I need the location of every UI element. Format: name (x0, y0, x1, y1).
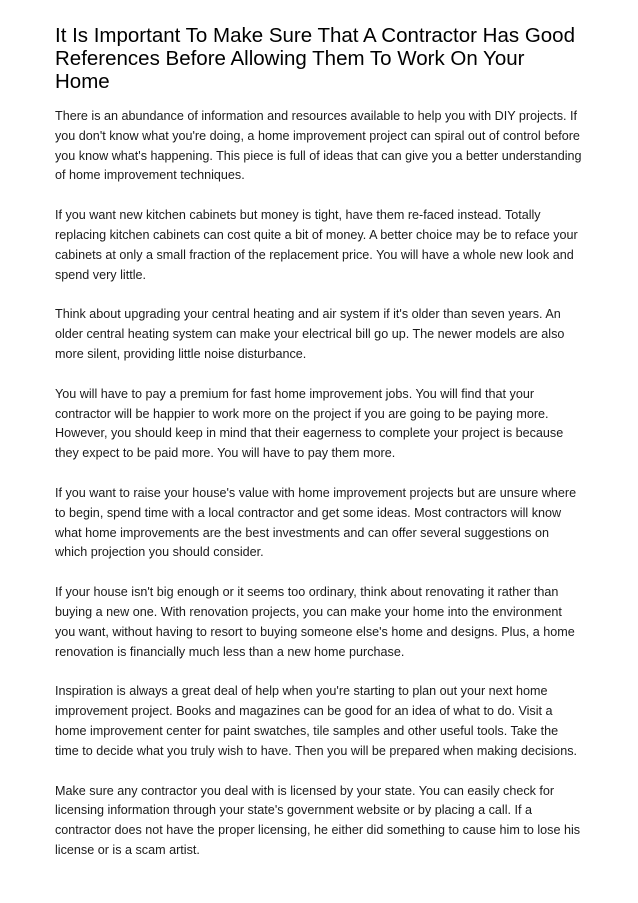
page-title: It Is Important To Make Sure That A Contractor Has Good References Before Allowing Them To Work On Your Home (55, 24, 575, 93)
paragraph-house-value: If you want to raise your house's value with home improvement projects but are unsure where to begin, spend time with a local contractor and get some ideas. Most contractors will know what home improvements are the best investments and can offer several suggestions on which projection you should consider. (55, 485, 577, 560)
paragraph-inspiration: Inspiration is always a great deal of help when you're starting to plan out your next home improvement project. Books and magazines can be good for an idea of what to do. Visit a home improvement center for paint swatches, tile samples and other useful tools. Take the time to decide what you truly wish to have. Then you will be prepared when making decisions. (55, 684, 577, 758)
paragraph-licensing: Make sure any contractor you deal with is licensed by your state. You can easily check for licensing information through your state's government website or by placing a call. If a contractor does not have the proper licensing, he either did something to cause him to lose his license or is a scam artist. (55, 783, 581, 857)
paragraph-intro: There is an abundance of information and resources available to help you with DIY projects. If you don't know what you're doing, a home improvement project can spiral out of control before you know what's happening. This piece is full of ideas that can give you a better understanding of home improvement techniques. (55, 109, 582, 183)
paragraph-premium-jobs: You will have to pay a premium for fast home improvement jobs. You will find that your contractor will be happier to work more on the project if you are going to be paying more. However, you should keep in mind that their eagerness to complete your project is because they expect to be paid more. You will have to pay them more. (55, 386, 564, 461)
paragraph-renovation: If your house isn't big enough or it seems too ordinary, think about renovating it rather than buying a new one. With renovation projects, you can make your home into the environment you want, without having to resort to buying someone else's home and designs. Plus, a home renovation is financially much less than a new home purchase. (55, 585, 575, 659)
paragraph-central-heating: Think about upgrading your central heating and air system if it's older than seven years. An older central heating system can make your electrical bill go up. The newer models are also more silent, providing little noise disturbance. (55, 307, 565, 361)
document-page (55, 24, 583, 881)
paragraph-kitchen-cabinets: If you want new kitchen cabinets but money is tight, have them re-faced instead. Totally replacing kitchen cabinets can cost quite a bit of money. A better choice may be to reface your cabinets at only a small fraction of the replacement price. You will have a whole new look and spend very little. (55, 208, 578, 282)
